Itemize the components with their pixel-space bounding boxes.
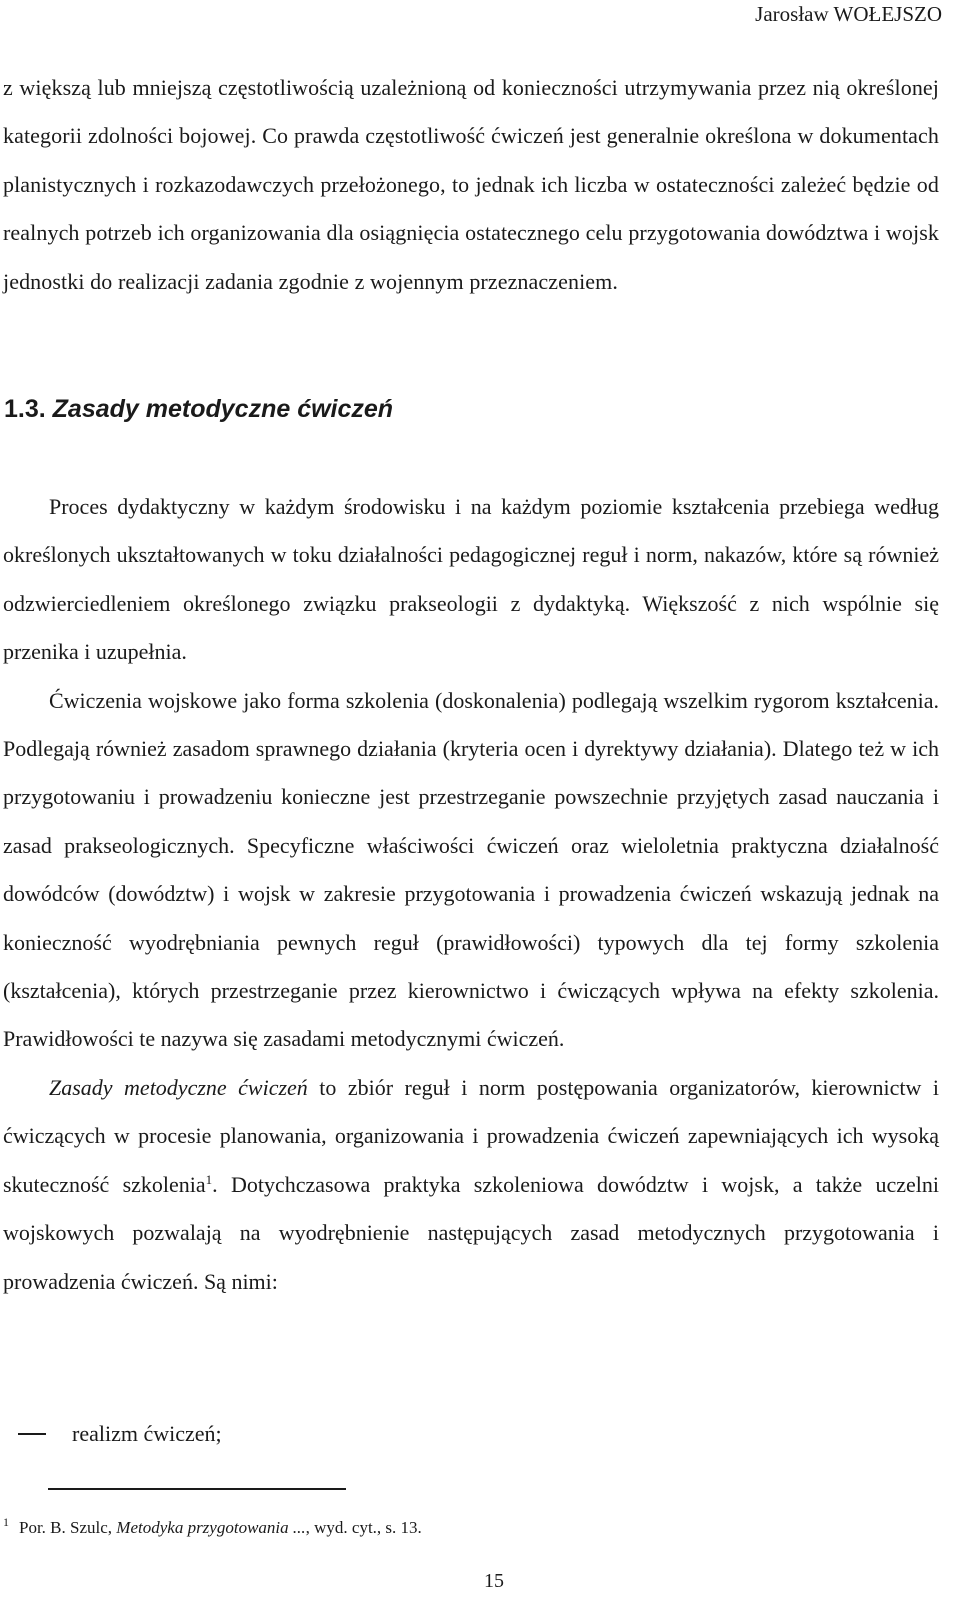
body-paragraph-1: Proces dydaktyczny w każdym środowisku i na każdym poziomie kształcenia przebiega według określonych ukształtowanych w toku działalności pedagogicznej reguł i norm, nakazów, które są również odzwierciedleniem określonego związku prakseologii z dydaktyką. Większość z nich wspólnie się przenika i uzupełnia.	[3, 494, 939, 665]
dash-bullet	[18, 1433, 46, 1435]
section-title: Zasady metodyczne ćwiczeń	[52, 395, 394, 423]
intro-paragraph: z większą lub mniejszą częstotliwością uzależnioną od konieczności utrzymywania przez nią określonej kategorii zdolności bojowej. Co prawda częstotliwość ćwiczeń jest generalnie określona w dokumentach planistycznych i rozkazodawczych przełożonego, to jednak ich liczba w ostateczności zależeć będzie od realnych potrzeb ich organizowania dla osiągnięcia ostatecznego celu przygotowania dowództwa i wojsk jednostki do realizacji zadania zgodnie z wojennym przeznaczeniem.	[3, 75, 939, 294]
footnote-marker: 1	[3, 1515, 9, 1529]
footnote-prefix: Por. B. Szulc,	[19, 1518, 117, 1537]
section-number: 1.3.	[4, 395, 46, 423]
footnote-separator	[48, 1488, 346, 1490]
footnote	[3, 1516, 422, 1540]
list-item-text: realizm ćwiczeń;	[72, 1421, 222, 1446]
section-heading	[4, 389, 393, 429]
page-number: 15	[484, 1570, 504, 1592]
footnote-suffix: , wyd. cyt., s. 13.	[305, 1518, 422, 1537]
body-paragraph-3-text-b: . Dotychczasowa praktyka szkoleniowa dowództw i wojsk, a także uczelni wojskowych pozwalają na wyodrębnienie następujących zasad metodycznych przygotowania i prowadzenia ćwiczeń. Są nimi:	[3, 1171, 939, 1294]
footnote-work-title: Metodyka przygotowania ...	[116, 1518, 306, 1537]
body-paragraph-3	[3, 1064, 939, 1306]
intro-paragraph-block	[3, 64, 939, 306]
running-header: Jarosław WOŁEJSZO	[755, 2, 942, 26]
defined-term: Zasady metodyczne ćwiczeń	[49, 1074, 308, 1100]
body-paragraph-3-text-a: to zbiór reguł i norm postępowania organizatorów, kierownictw i ćwiczących w procesie planowania, organizowania i prowadzenia ćwiczeń zapewniających ich wysoką skuteczność szkolenia	[3, 1074, 939, 1197]
list-item	[18, 1410, 222, 1458]
section-body	[3, 483, 939, 1306]
footnote-reference[interactable]: 1	[205, 1171, 213, 1187]
body-paragraph-2: Ćwiczenia wojskowe jako forma szkolenia (doskonalenia) podlegają wszelkim rygorom kształcenia. Podlegają również zasadom sprawnego działania (kryteria ocen i dyrektywy działania). Dlatego też w ich przygotowaniu i prowadzeniu konieczne jest przestrzeganie powszechnie przyjętych zasad nauczania i zasad prakseologicznych. Specyficzne właściwości ćwiczeń oraz wieloletnia praktyczna działalność dowódców (dowództw) i wojsk w zakresie przygotowania i prowadzenia ćwiczeń wskazują jednak na konieczność wyodrębniania pewnych reguł (prawidłowości) typowych dla tej formy szkolenia (kształcenia), których przestrzeganie przez kierownictwo i ćwiczących wpływa na efekty szkolenia. Prawidłowości te nazywa się zasadami metodycznymi ćwiczeń.	[3, 687, 939, 1052]
